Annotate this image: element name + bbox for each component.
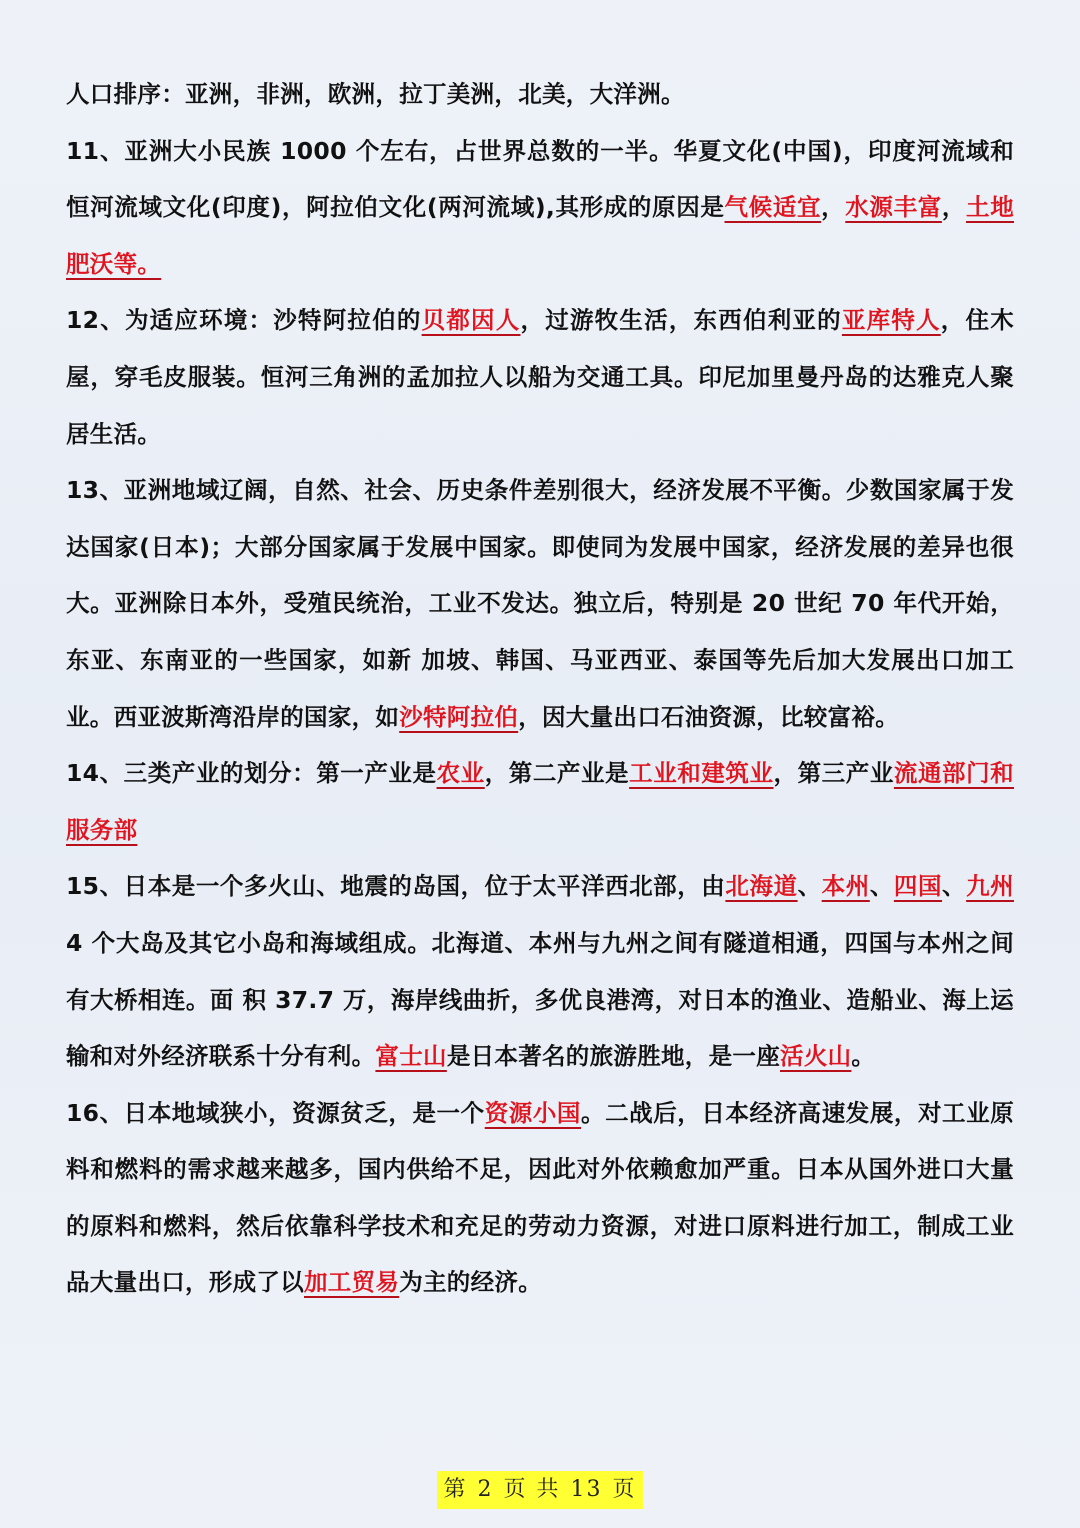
highlighted-term: 流通部门和服务部 <box>66 759 1014 844</box>
text-run: 14、三类产业的划分：第一产业是 <box>66 759 437 788</box>
text-run: ， <box>941 193 967 222</box>
highlighted-term: 工业和建筑业 <box>629 759 774 788</box>
text-run: ，第三产业 <box>773 759 894 788</box>
text-run: 13、亚洲地域辽阔，自然、社会、历史条件差别很大，经济发展不平衡。少数国家属于发达国家(日本)；大部分国家属于发展中国家。即使同为发展中国家，经济发展的差异也很大。亚洲除日本外，受殖民统治，工业不发达。独立后，特别是 20 世纪 70 年代开始，东亚、东南亚的一些国家，如新 加坡、韩国、马亚西亚、泰国等先后加大发展出口加工业。西亚波斯湾沿岸的国家，如 <box>66 476 1014 731</box>
text-run: 12、为适应环境：沙特阿拉伯的 <box>66 306 422 335</box>
text-run: 、 <box>942 872 967 901</box>
text-run: 4 个大岛及其它小岛和海域组成。北海道、本州与九州之间有隧道相通，四国与本州之间有大桥相连。面 积 37.7 万，海岸线曲折，多优良港湾，对日本的渔业、造船业、海上运输和对外经济联系十分有利。 <box>66 928 1014 1071</box>
text-run: 、 <box>869 872 894 901</box>
text-run: 15、日本是一个多火山、地震的岛国，位于太平洋西北部，由 <box>66 872 726 901</box>
text-run: 人口排序：亚洲，非洲，欧洲，拉丁美洲，北美，大洋洲。 <box>66 80 685 108</box>
text-run: 。二战后，日本经济高速发展，对工业原料和燃料的需求越来越多，国内供给不足，因此对外依赖愈加严重。日本从国外进口大量的原料和燃料，然后依靠科学技术和充足的劳动力资源，对进口原料进行加工，制成工业品大量出口，形成了以 <box>66 1098 1014 1297</box>
highlighted-term: 北海道 <box>725 872 798 901</box>
highlighted-term: 本州 <box>821 872 870 901</box>
highlighted-term: 贝都因人 <box>421 306 521 335</box>
page-number-label <box>437 1471 642 1509</box>
highlighted-term: 亚库特人 <box>841 306 941 335</box>
paragraph <box>66 66 1014 123</box>
highlighted-term: 资源小国 <box>484 1098 581 1127</box>
highlighted-term: 四国 <box>893 872 943 901</box>
paragraph <box>66 858 1014 1084</box>
total-page-number: 13 <box>570 1477 603 1502</box>
text-run: 16、日本地域狭小，资源贫乏，是一个 <box>66 1098 485 1127</box>
text-run: ，住木屋，穿毛皮服装。恒河三角洲的孟加拉人以船为交通工具。印尼加里曼丹岛的达雅克人聚居生活。 <box>66 306 1015 448</box>
paragraph <box>66 745 1014 858</box>
footer-middle: 页 共 <box>503 1477 561 1502</box>
text-run: ， <box>821 193 846 222</box>
page-footer <box>0 1471 1080 1509</box>
highlighted-term: 活火山 <box>780 1042 852 1071</box>
text-run: ，过游牧生活，东西伯利亚的 <box>520 306 842 335</box>
highlighted-term: 气候适宜 <box>724 193 822 222</box>
text-run: 为主的经济。 <box>399 1268 543 1297</box>
text-run: 。 <box>851 1042 876 1071</box>
highlighted-term: 加工贸易 <box>304 1268 400 1297</box>
current-page-number: 2 <box>477 1477 494 1502</box>
highlighted-term: 富士山 <box>375 1042 447 1071</box>
text-run: 是日本著名的旅游胜地，是一座 <box>446 1042 781 1071</box>
text-run: ，因大量出口石油资源，比较富裕。 <box>518 702 900 731</box>
highlighted-term: 沙特阿拉伯 <box>399 702 519 731</box>
paragraph <box>66 1085 1014 1311</box>
paragraph <box>66 462 1014 745</box>
paragraph <box>66 123 1014 293</box>
highlighted-term: 九州 <box>966 872 1014 901</box>
paragraph <box>66 292 1014 462</box>
footer-suffix: 页 <box>612 1477 637 1502</box>
footer-prefix: 第 <box>443 1477 468 1502</box>
text-run: ，第二产业是 <box>484 759 630 788</box>
text-run: 11、亚洲大小民族 1000 个左右，占世界总数的一半。华夏文化(中国)，印度河流域和恒河流域文化(印度)，阿拉伯文化(两河流域),其形成的原因是 <box>66 136 1014 222</box>
text-run: 、 <box>797 872 822 901</box>
highlighted-term: 水源丰富 <box>845 193 942 222</box>
highlighted-term: 土地肥沃等。 <box>66 193 1014 278</box>
document-body <box>66 66 1014 1311</box>
highlighted-term: 农业 <box>436 759 485 788</box>
